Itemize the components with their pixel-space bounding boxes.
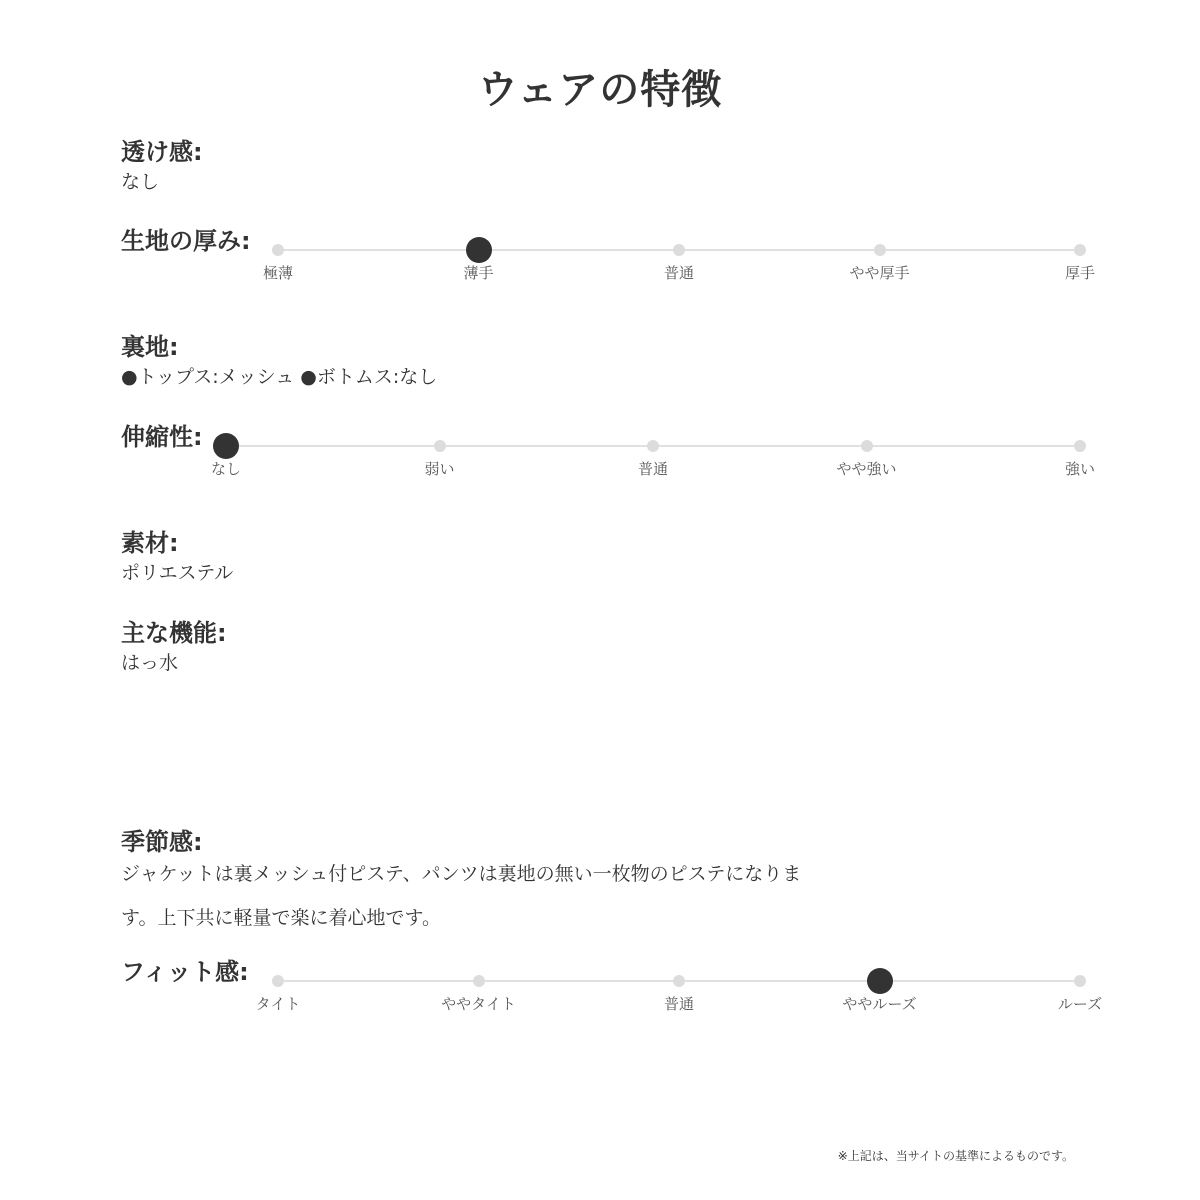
material-value: ポリエステル <box>121 562 234 584</box>
transparency-section <box>121 136 203 196</box>
fit-scale-dot <box>473 975 485 987</box>
stretch-label: 伸縮性: <box>121 423 203 451</box>
thickness-scale-label: やや厚手 <box>849 264 910 282</box>
fit-scale-dot <box>272 975 284 987</box>
function-value: はっ水 <box>121 652 179 674</box>
thickness-scale-label: 普通 <box>663 264 694 282</box>
thickness-scale-label: 薄手 <box>463 264 494 282</box>
fit-scale-marker-selected <box>867 968 893 994</box>
fit-label: フィット感: <box>121 958 249 986</box>
stretch-scale-dot <box>647 440 659 452</box>
page-title: ウェアの特徴 <box>477 67 723 113</box>
stretch-scale-dot <box>434 440 446 452</box>
thickness-section <box>121 225 251 257</box>
lining-section <box>121 331 437 391</box>
season-description <box>121 852 851 940</box>
stretch-scale-label: 強い <box>1064 460 1095 478</box>
fit-scale-label: ややタイト <box>441 995 516 1013</box>
stretch-scale-dot <box>861 440 873 452</box>
season-section <box>121 826 851 940</box>
function-section <box>121 617 227 677</box>
transparency-label: 透け感: <box>121 138 203 166</box>
fit-scale-dot <box>1074 975 1086 987</box>
stretch-scale-label: やや強い <box>836 460 897 478</box>
fit-scale-label: ルーズ <box>1057 995 1103 1013</box>
fit-scale <box>255 980 1103 1040</box>
thickness-scale <box>262 249 1095 309</box>
fit-scale-label: タイト <box>255 995 301 1013</box>
stretch-scale-label: 弱い <box>424 460 455 478</box>
thickness-scale-dot <box>673 244 685 256</box>
stretch-scale-label: なし <box>210 460 241 478</box>
stretch-scale-label: 普通 <box>637 460 668 478</box>
season-line: す。上下共に軽量で楽に着心地です。 <box>121 907 441 929</box>
thickness-label: 生地の厚み: <box>121 227 251 255</box>
footnote: ※上記は、当サイトの基準によるものです。 <box>837 1149 1074 1163</box>
stretch-section <box>121 421 203 453</box>
thickness-scale-dot <box>1074 244 1086 256</box>
material-section <box>121 527 233 587</box>
thickness-scale-dot <box>874 244 886 256</box>
season-label: 季節感: <box>121 828 203 856</box>
stretch-scale-dot <box>1074 440 1086 452</box>
function-label: 主な機能: <box>121 619 227 647</box>
transparency-value: なし <box>121 171 160 193</box>
thickness-scale-dot <box>272 244 284 256</box>
fit-scale-label: 普通 <box>663 995 694 1013</box>
stretch-scale-marker-selected <box>213 433 239 459</box>
fit-scale-label: ややルーズ <box>842 995 917 1013</box>
material-label: 素材: <box>121 529 179 557</box>
fit-scale-dot <box>673 975 685 987</box>
thickness-scale-label: 厚手 <box>1064 264 1095 282</box>
thickness-scale-marker-selected <box>466 237 492 263</box>
lining-label: 裏地: <box>121 333 179 361</box>
stretch-scale <box>210 445 1095 505</box>
thickness-scale-label: 極薄 <box>262 264 293 282</box>
season-line: ジャケットは裏メッシュ付ピステ、パンツは裏地の無い一枚物のピステになりま <box>121 863 802 885</box>
lining-value: ●トップス:メッシュ ●ボトムス:なし <box>121 366 438 388</box>
fit-section <box>121 956 249 988</box>
